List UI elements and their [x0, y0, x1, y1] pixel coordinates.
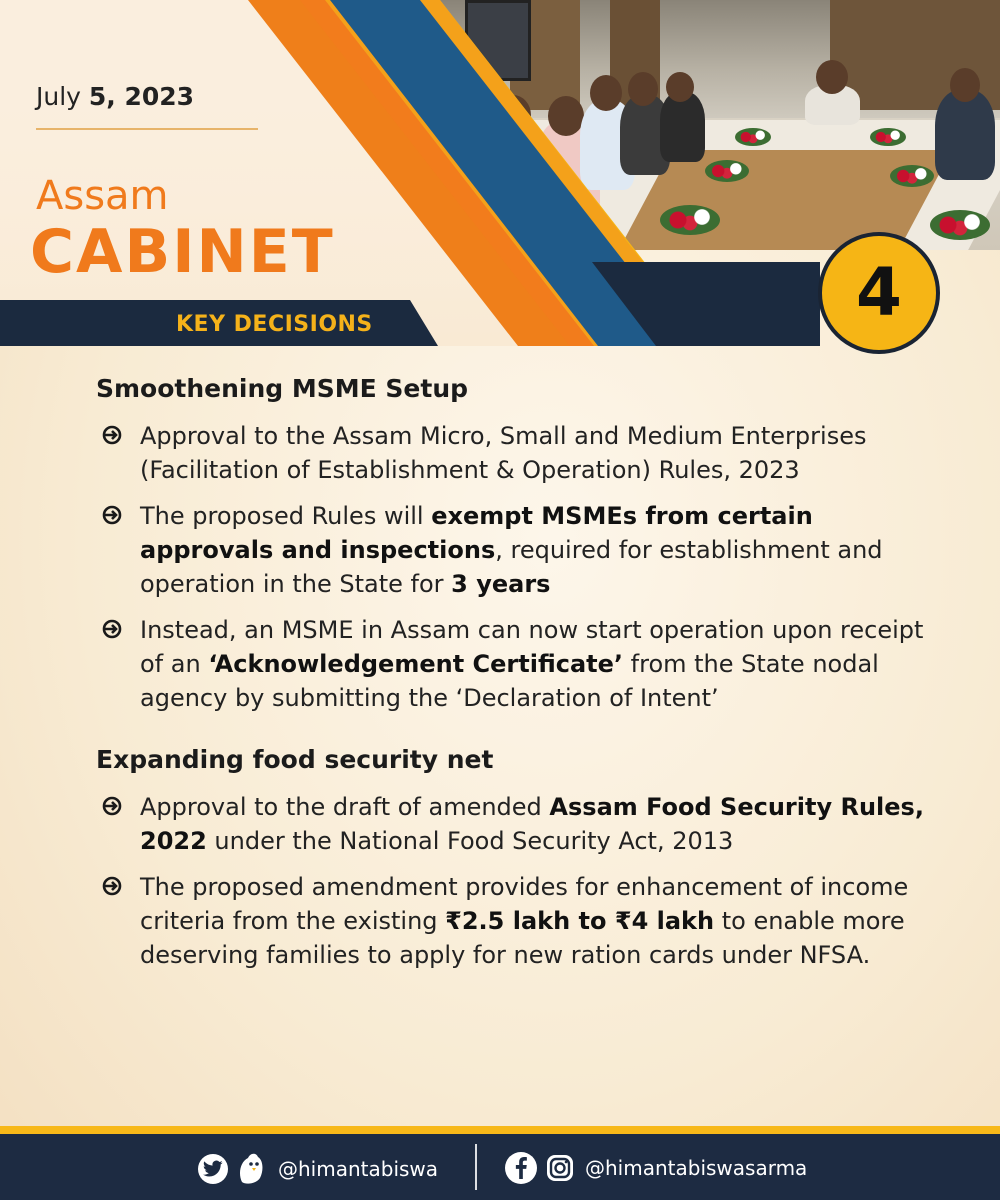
- date: [36, 82, 194, 111]
- bullet-text: from the State nodal agency by submitting the ‘Declaration of Intent’: [140, 650, 879, 712]
- decision-number: 4: [856, 254, 902, 331]
- section-msme: [96, 374, 946, 715]
- arrow-right-icon: [102, 876, 122, 896]
- arrow-right-icon: [102, 796, 122, 816]
- facebook-icon[interactable]: [505, 1152, 537, 1184]
- bullet-item: [96, 499, 946, 601]
- section-heading-food-security: Expanding food security net: [96, 745, 494, 774]
- social-group-left: [198, 1152, 438, 1186]
- instagram-icon[interactable]: [545, 1153, 575, 1183]
- title-assam: Assam: [36, 173, 169, 219]
- title-cabinet: CABINET: [30, 217, 335, 287]
- footer-divider: [475, 1144, 477, 1190]
- date-divider: [36, 128, 258, 130]
- bullet-text: Approval to the draft of amended: [140, 793, 550, 821]
- bullet-text: Approval to the Assam Micro, Small and Medium Enterprises (Facilitation of Establishment & Operation) Rules, 2023: [140, 422, 867, 484]
- decision-number-badge: [818, 232, 940, 354]
- bullet-text-bold: ‘Acknowledgement Certificate’: [208, 650, 624, 678]
- bullet-text: The proposed amendment provides for enhancement of income criteria from the existing: [140, 873, 909, 935]
- date-prefix: July: [36, 82, 89, 111]
- bullet-text-bold: ₹2.5 lakh to ₹4 lakh: [445, 907, 715, 935]
- bullet-text: under the National Food Security Act, 2013: [206, 827, 734, 855]
- bullet-text-bold: 3 years: [451, 570, 551, 598]
- bullet-text-bold: Assam Food Security Rules, 2022: [140, 793, 924, 855]
- bullet-item: [96, 613, 946, 715]
- koo-icon[interactable]: [236, 1152, 266, 1186]
- handle-right[interactable]: @himantabiswasarma: [585, 1156, 808, 1180]
- key-decisions-ribbon: KEY DECISIONS: [176, 312, 373, 337]
- bullet-list-food-security: [96, 790, 946, 972]
- bullet-text: , required for establishment and operation in the State for: [140, 536, 883, 598]
- bullet-item: [96, 419, 946, 487]
- arrow-right-icon: [102, 425, 122, 445]
- bullet-item: [96, 790, 946, 858]
- arrow-right-icon: [102, 619, 122, 639]
- bullet-text-bold: exempt MSMEs from certain approvals and inspections: [140, 502, 813, 564]
- date-bold: 5, 2023: [88, 82, 195, 111]
- decisions-content: [96, 374, 946, 984]
- social-group-right: [505, 1152, 807, 1184]
- footer-accent-bar: [0, 1126, 1000, 1134]
- section-food-security: [96, 745, 946, 972]
- bullet-text: to enable more deserving families to apply for new ration cards under NFSA.: [140, 907, 905, 969]
- bullet-text: The proposed Rules will: [140, 502, 432, 530]
- footer: [0, 1134, 1000, 1200]
- bullet-item: [96, 870, 946, 972]
- handle-left[interactable]: @himantabiswa: [278, 1157, 439, 1181]
- bullet-text: Instead, an MSME in Assam can now start operation upon receipt of an: [140, 616, 924, 678]
- section-heading-msme: Smoothening MSME Setup: [96, 374, 469, 403]
- bullet-list-msme: [96, 419, 946, 715]
- arrow-right-icon: [102, 505, 122, 525]
- twitter-icon[interactable]: [198, 1154, 228, 1184]
